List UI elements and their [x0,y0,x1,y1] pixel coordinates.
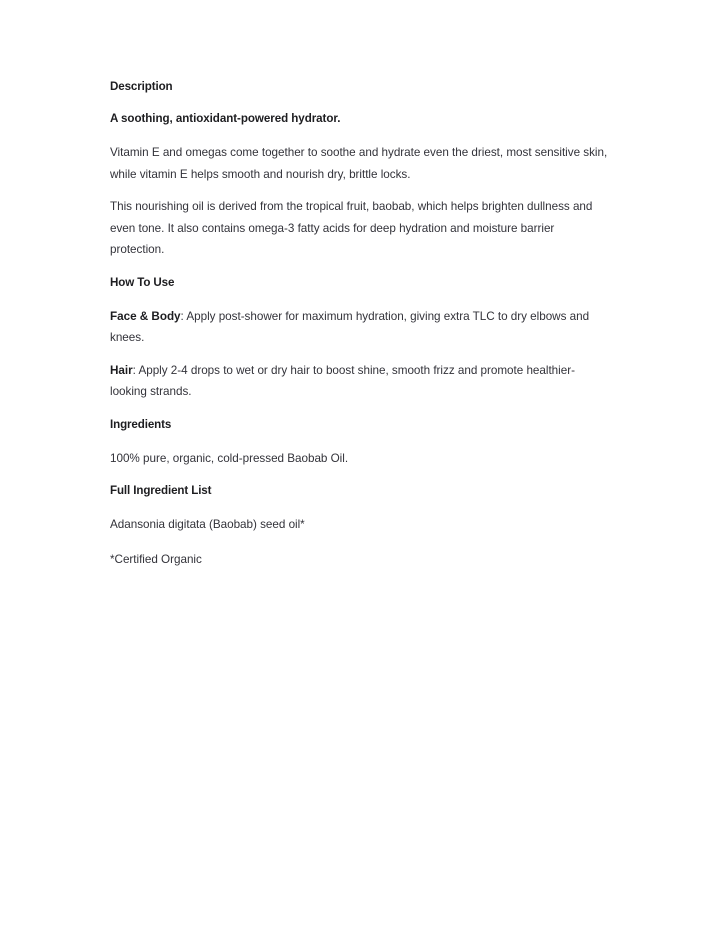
how-to-use-heading: How To Use [110,275,175,289]
product-details-content [110,78,610,581]
description-lede: A soothing, antioxidant-powered hydrator. [110,112,341,125]
certified-organic-footnote: *Certified Organic [110,552,202,566]
face-body-text: : Apply post-shower for maximum hydration, giving extra TLC to dry elbows and knees. [110,309,590,344]
description-paragraph-1: Vitamin E and omegas come together to soothe and hydrate even the driest, most sensitive skin, while vitamin E helps smooth and nourish dry, brittle locks. [110,146,608,181]
full-ingredient-list-item: Adansonia digitata (Baobab) seed oil* [110,518,305,531]
description-heading: Description [110,80,173,93]
full-ingredient-list-heading: Full Ingredient List [110,484,212,497]
hair-term: Hair [110,363,133,377]
description-paragraph-2: This nourishing oil is derived from the tropical fruit, baobab, which helps brighten dullness and even tone. It also contains omega-3 fatty acids for deep hydration and moisture barrier protection. [110,200,593,256]
how-to-use-hair [110,360,610,403]
ingredients-body: 100% pure, organic, cold-pressed Baobab Oil. [110,451,349,465]
ingredients-heading: Ingredients [110,417,172,431]
face-body-term: Face & Body [110,309,181,323]
how-to-use-face-body [110,306,610,349]
hair-text: : Apply 2-4 drops to wet or dry hair to boost shine, smooth frizz and promote healthier-looking strands. [110,363,575,398]
